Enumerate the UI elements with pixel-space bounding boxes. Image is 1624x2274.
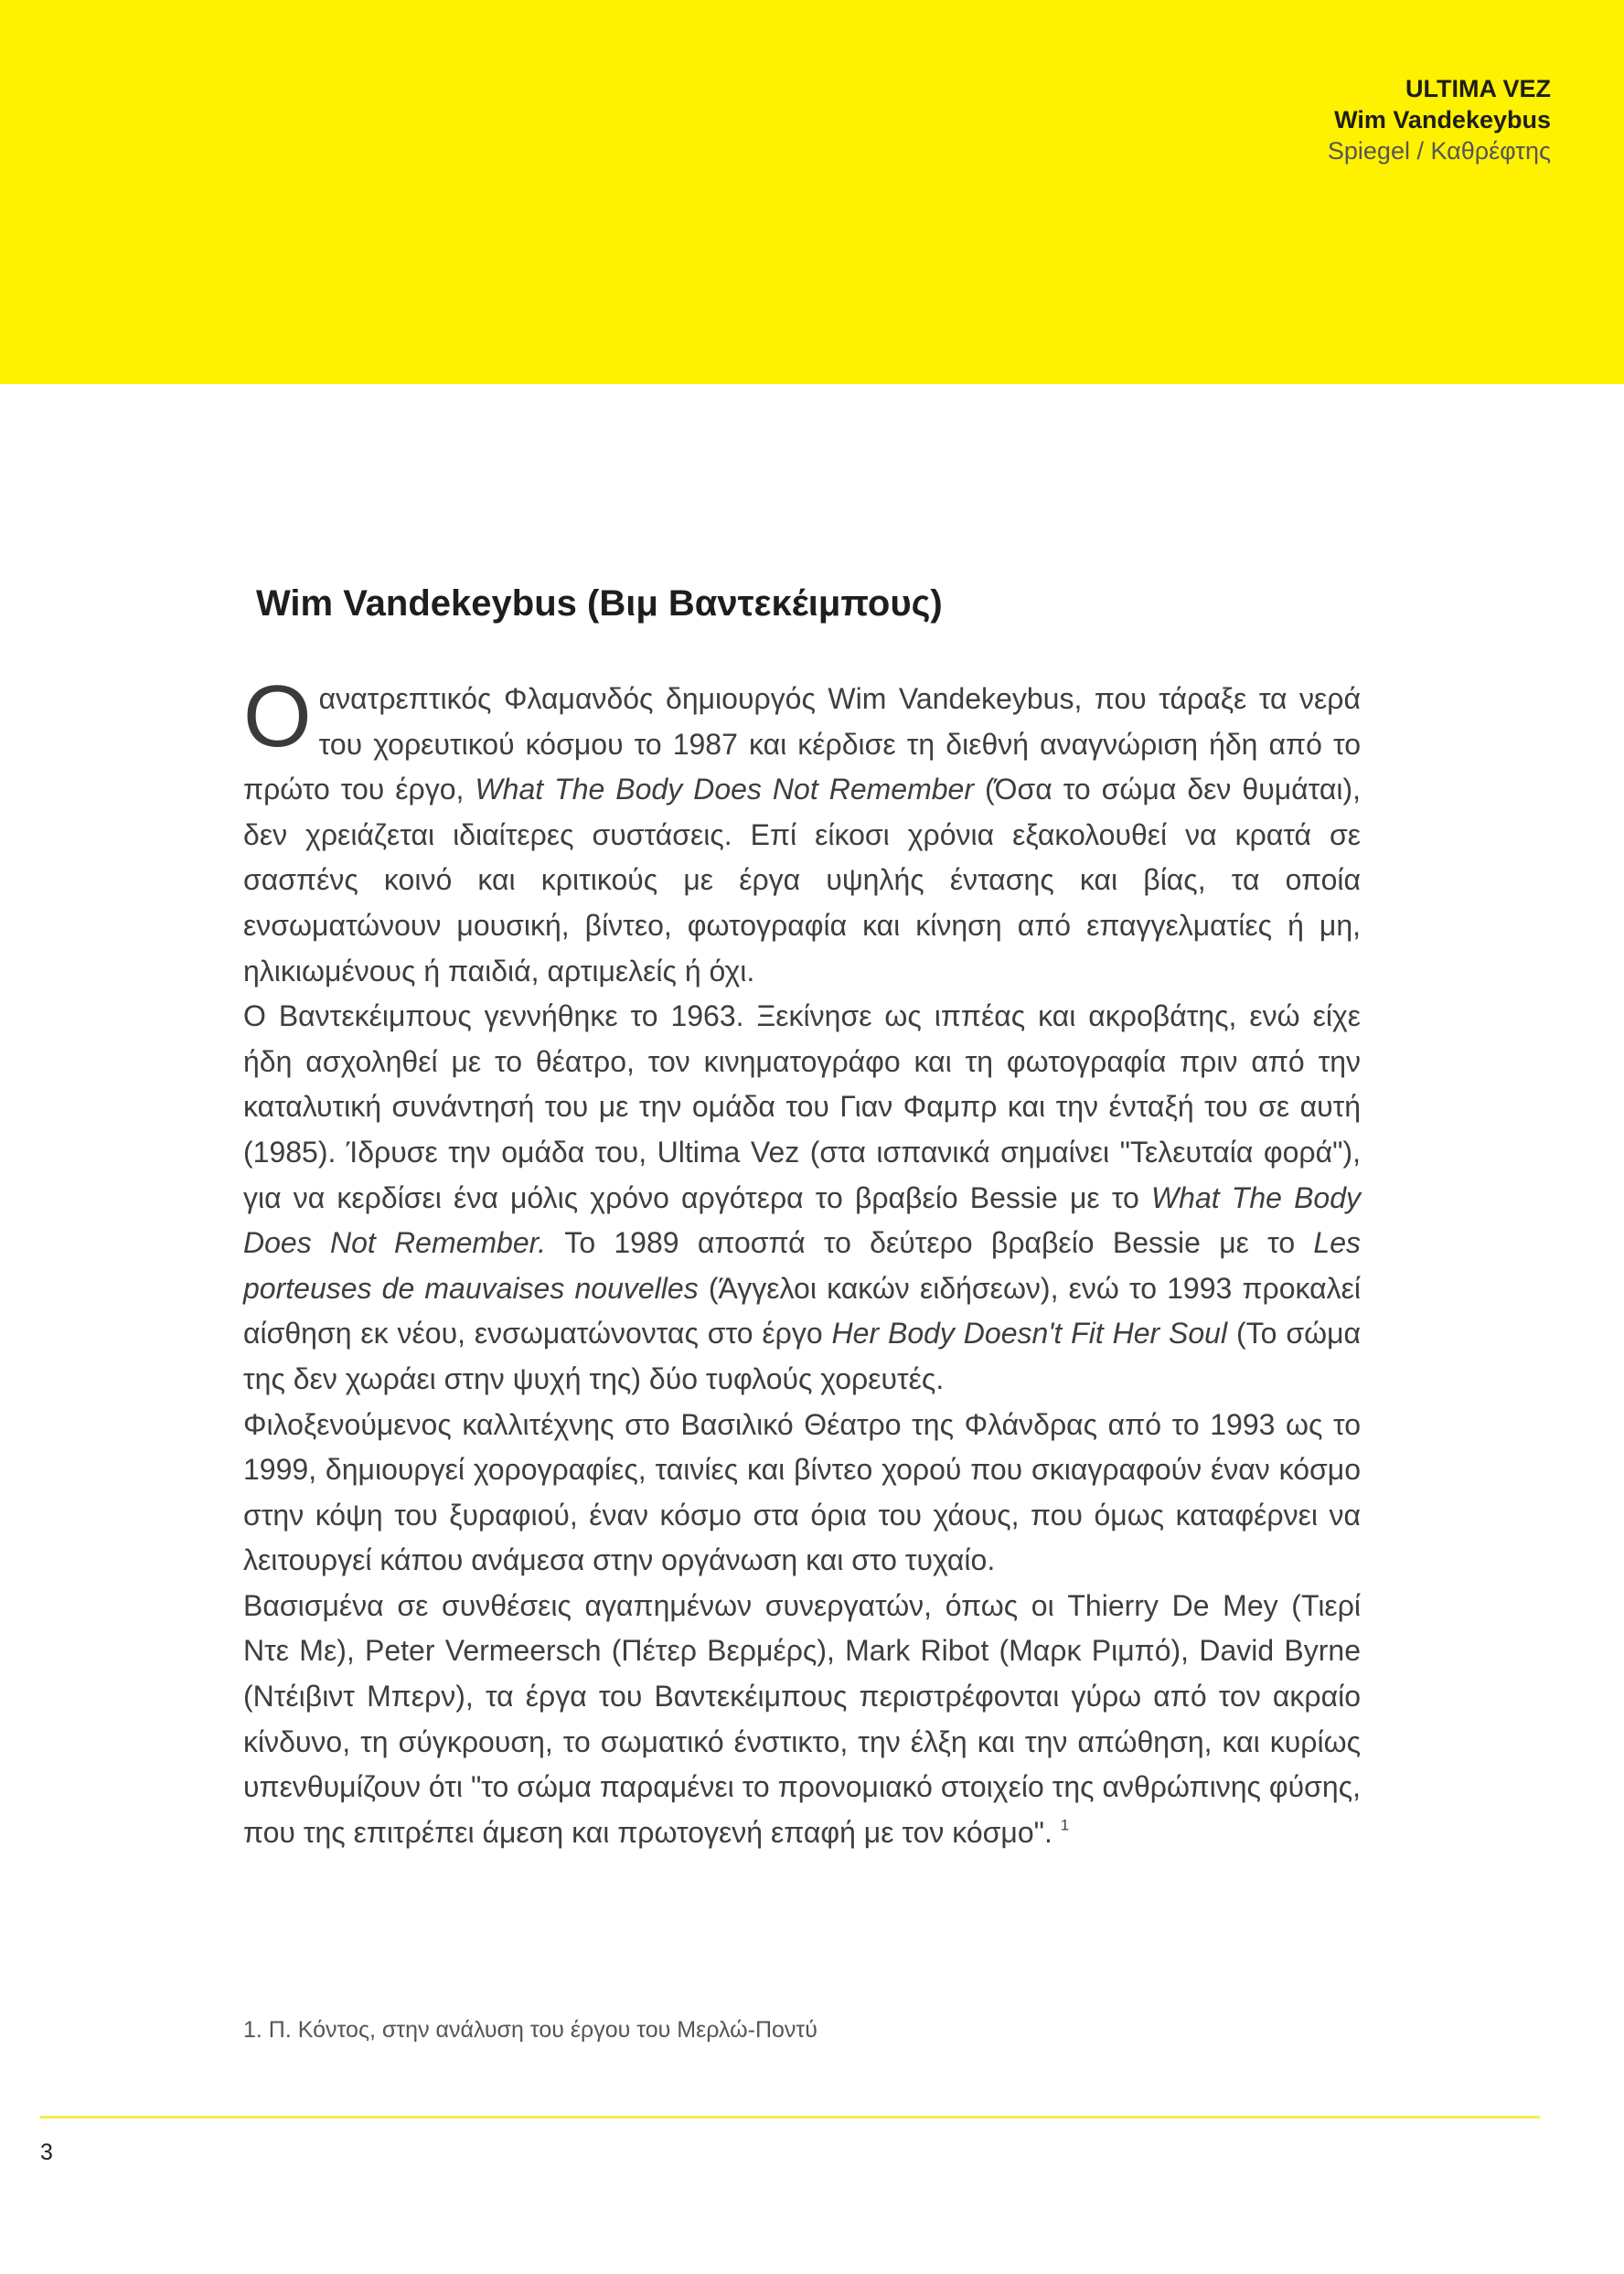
footnote: 1. Π. Κόντος, στην ανάλυση του έργου του Μερλώ-Ποντύ xyxy=(243,2017,817,2043)
paragraph-2 xyxy=(243,994,1361,1402)
article-body xyxy=(243,667,1362,1855)
running-header xyxy=(1328,73,1551,166)
paragraph-3: Φιλοξενούμενος καλλιτέχνης στο Βασιλικό Θέατρο της Φλάνδρας από το 1993 ως το 1999, δημιουργεί χορογραφίες, ταινίες και βίντεο χορού που σκιαγραφούν έναν κόσμο στην κόψη του ξυραφιού, έναν κόσμο στα όρια του χάους, που όμως καταφέρνει να λειτουργεί κάπου ανάμεσα στην οργάνωση και στο τυχαίο. xyxy=(243,1407,1361,1577)
footnote-reference[interactable]: 1 xyxy=(1060,1816,1070,1834)
footer-divider xyxy=(40,2116,1540,2119)
paragraph-4-text: Βασισμένα σε συνθέσεις αγαπημένων συνεργατών, όπως οι Thierry De Mey (Τιερί Ντε Με), Peter Vermeersch (Πέτερ Βερμέρς), Mark Ribot (Μαρκ Ριμπό), David Byrne (Ντέιβιντ Μπερν), τα έργα του Βαντεκέιμπους περιστρέφονται γύρω από τον ακραίο κίνδυνο, τη σύγκρουση, το σωματικό ένστικτο, την έλξη και την απώθηση, και κυρίως υπενθυμίζουν ότι "το σώμα παραμένει το προνομιακό στοιχείο της ανθρώπινης φύσης, που της επιτρέπει άμεση και πρωτογενή επαφή με τον κόσμο". xyxy=(243,1588,1361,1849)
paragraph-2-text-b: Το 1989 αποσπά το δεύτερο βραβείο Bessie με το xyxy=(546,1226,1314,1260)
paragraph-1 xyxy=(243,667,1362,994)
header-work-title: Spiegel / Καθρέφτης xyxy=(1327,137,1551,165)
header-yellow-band xyxy=(0,0,1624,384)
page-number: 3 xyxy=(40,2140,53,2165)
paragraph-1-text-b: (Όσα το σώμα δεν θυμάται), δεν χρειάζεται ιδιαίτερες συστάσεις. Επί είκοσι χρόνια εξακολουθεί να κρατά σε σασπένς κοινό και κριτικούς με έργα υψηλής έντασης και βίας, τα οποία ενσωματώνουν μουσική, βίντεο, φωτογραφία και κίνηση από επαγγελματίες ή μη, ηλικιωμένους ή παιδιά, αρτιμελείς ή όχι. xyxy=(243,773,1362,988)
paragraph-1-italic-title: What The Body Does Not Remember xyxy=(475,773,974,806)
article-title: Wim Vandekeybus (Βιμ Βαντεκέιμπους) xyxy=(256,583,943,624)
paragraph-1-text-a: ανατρεπτικός Φλαμανδός δημιουργός Wim Vandekeybus, που τάραξε τα νερά του χορευτικού κόσμου το 1987 και κέρδισε τη διεθνή αναγνώριση ήδη από το πρώτο του έργο, xyxy=(243,682,1361,806)
paragraph-2-italic-title-b: Les porteuses de mauvaises nouvelles xyxy=(243,1226,1362,1305)
paragraph-2-text-a: Ο Βαντεκέιμπους γεννήθηκε το 1963. Ξεκίνησε ως ιππέας και ακροβάτης, ενώ είχε ήδη ασχοληθεί με το θέατρο, τον κινηματογράφο και τη φωτογραφία πριν από την καταλυτική συνάντησή του με την ομάδα του Γιαν Φαμπρ και την ένταξή του σε αυτή (1985). Ίδρυσε την ομάδα του, Ultima Vez (στα ισπανικά σημαίνει "Τελευταία φορά"), για να κερδίσει ένα μόλις χρόνο αργότερα το βραβείο Bessie με το xyxy=(243,999,1361,1214)
paragraph-2-italic-title-c: Her Body Doesn't Fit Her Soul xyxy=(831,1317,1228,1351)
header-company: ULTIMA VEZ xyxy=(1405,75,1551,102)
paragraph-2-text-d: (Το σώμα της δεν χωράει στην ψυχή της) δύο τυφλούς χορευτές. xyxy=(243,1317,1362,1395)
header-choreographer: Wim Vandekeybus xyxy=(1334,106,1551,133)
paragraph-2-text-c: (Άγγελοι κακών ειδήσεων), ενώ το 1993 προκαλεί αίσθηση εκ νέου, ενσωματώνοντας στο έργο xyxy=(243,1271,1362,1351)
drop-cap: Ο xyxy=(243,667,312,765)
paragraph-2-italic-title-a: What The Body Does Not Remember. xyxy=(243,1180,1362,1260)
paragraph-4 xyxy=(243,1584,1361,1856)
